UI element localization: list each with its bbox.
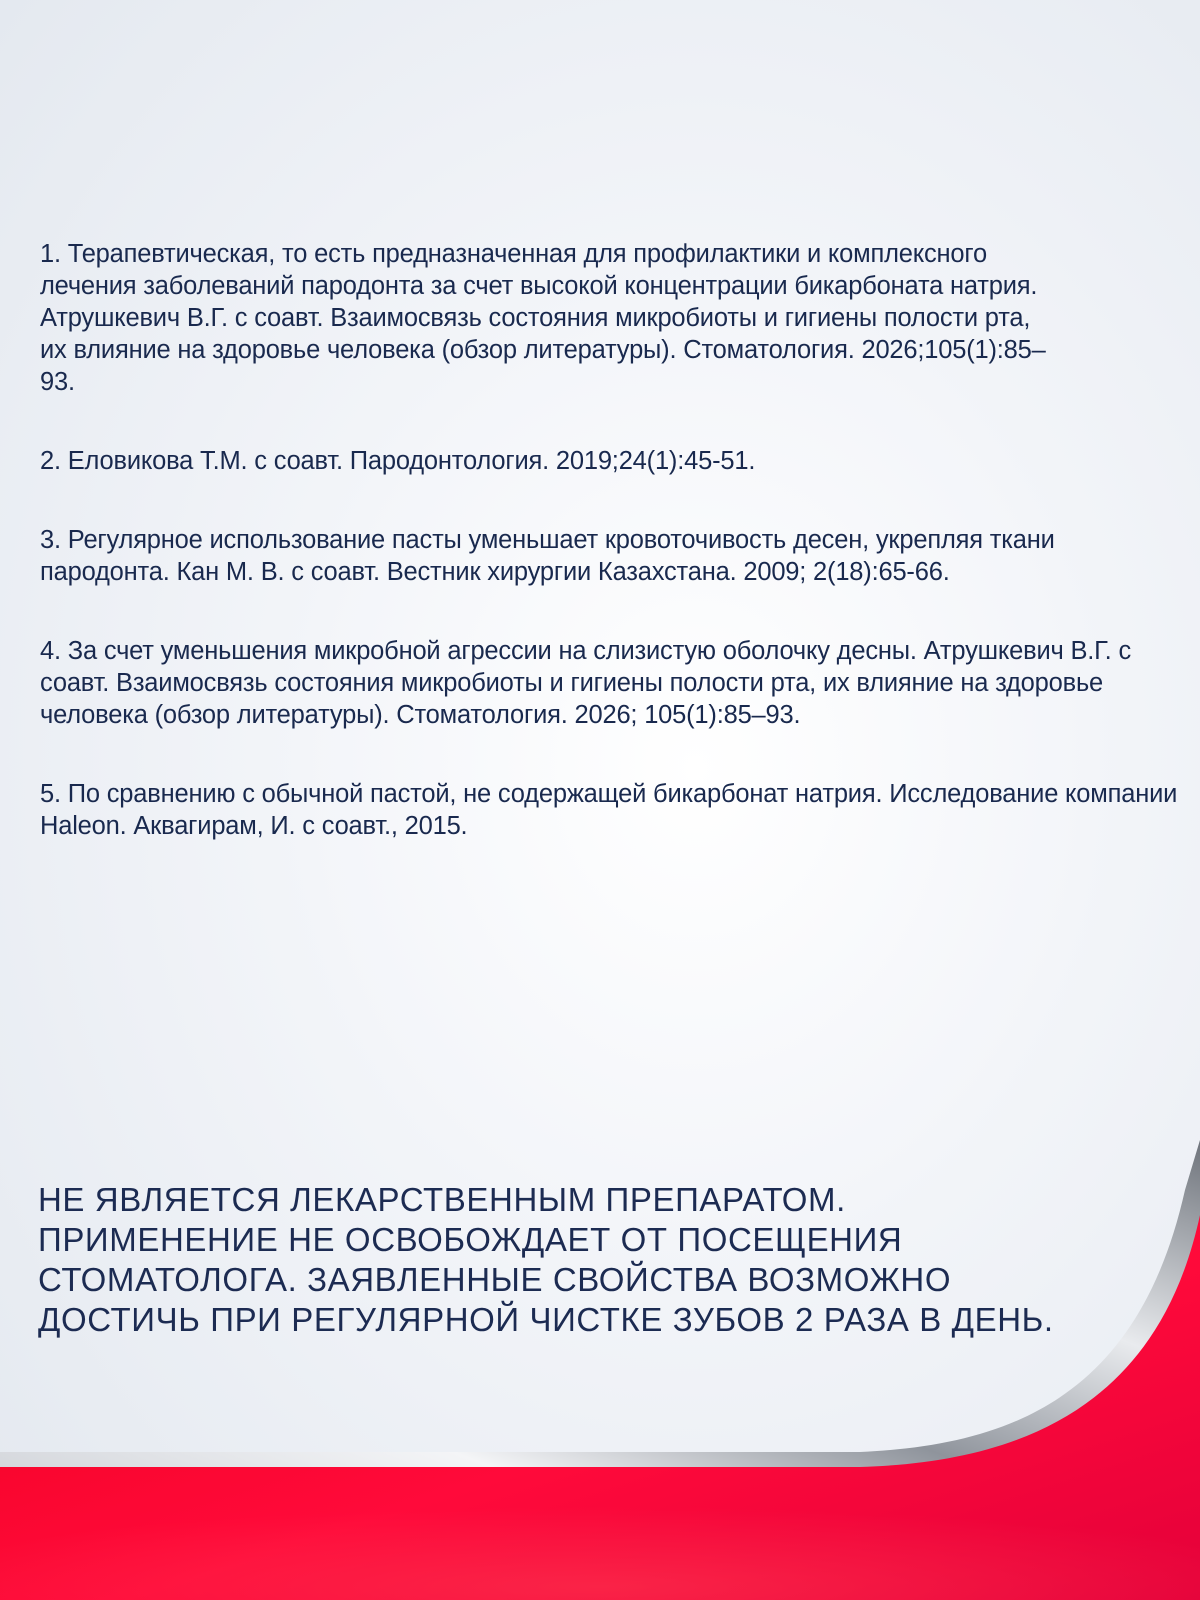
references-list: [40, 238, 1180, 889]
disclaimer-line: ДОСТИЧЬ ПРИ РЕГУЛЯРНОЙ ЧИСТКЕ ЗУБОВ 2 РАЗА В ДЕНЬ.: [38, 1301, 1054, 1338]
disclaimer-line: НЕ ЯВЛЯЕТСЯ ЛЕКАРСТВЕННЫМ ПРЕПАРАТОМ.: [38, 1181, 846, 1218]
disclaimer-line: ПРИМЕНЕНИЕ НЕ ОСВОБОЖДАЕТ ОТ ПОСЕЩЕНИЯ: [38, 1221, 903, 1258]
reference-3: 3. Регулярное использование пасты уменьшает кровоточивость десен, укрепляя ткани пародонта. Кан М. В. с соавт. Вестник хирургии Казахстана. 2009; 2(18):65-66.: [40, 526, 1055, 586]
disclaimer-line: СТОМАТОЛОГА. ЗАЯВЛЕННЫЕ СВОЙСТВА ВОЗМОЖНО: [38, 1261, 952, 1298]
legal-disclaimer: [38, 1180, 1138, 1340]
reference-2: 2. Еловикова Т.М. с соавт. Пародонтология. 2019;24(1):45-51.: [40, 447, 756, 475]
reference-1: 1. Терапевтическая, то есть предназначенная для профилактики и комплексного лечения заболеваний пародонта за счет высокой концентрации бикарбоната натрия. Атрушкевич В.Г. с соавт. Взаимосвязь состояния микробиоты и гигиены полости рта, их влияние на здоровье человека (обзор литературы). Стоматология. 2026;105(1):85–93.: [40, 240, 1046, 396]
reference-4: 4. За счет уменьшения микробной агрессии на слизистую оболочку десны. Атрушкевич В.Г. с соавт. Взаимосвязь состояния микробиоты и гигиены полости рта, их влияние на здоровье человека (обзор литературы). Стоматология. 2026; 105(1):85–93.: [40, 637, 1131, 729]
reference-5: 5. По сравнению с обычной пастой, не содержащей бикарбонат натрия. Исследование компании Haleon. Аквагирам, И. с соавт., 2015.: [40, 780, 1178, 840]
